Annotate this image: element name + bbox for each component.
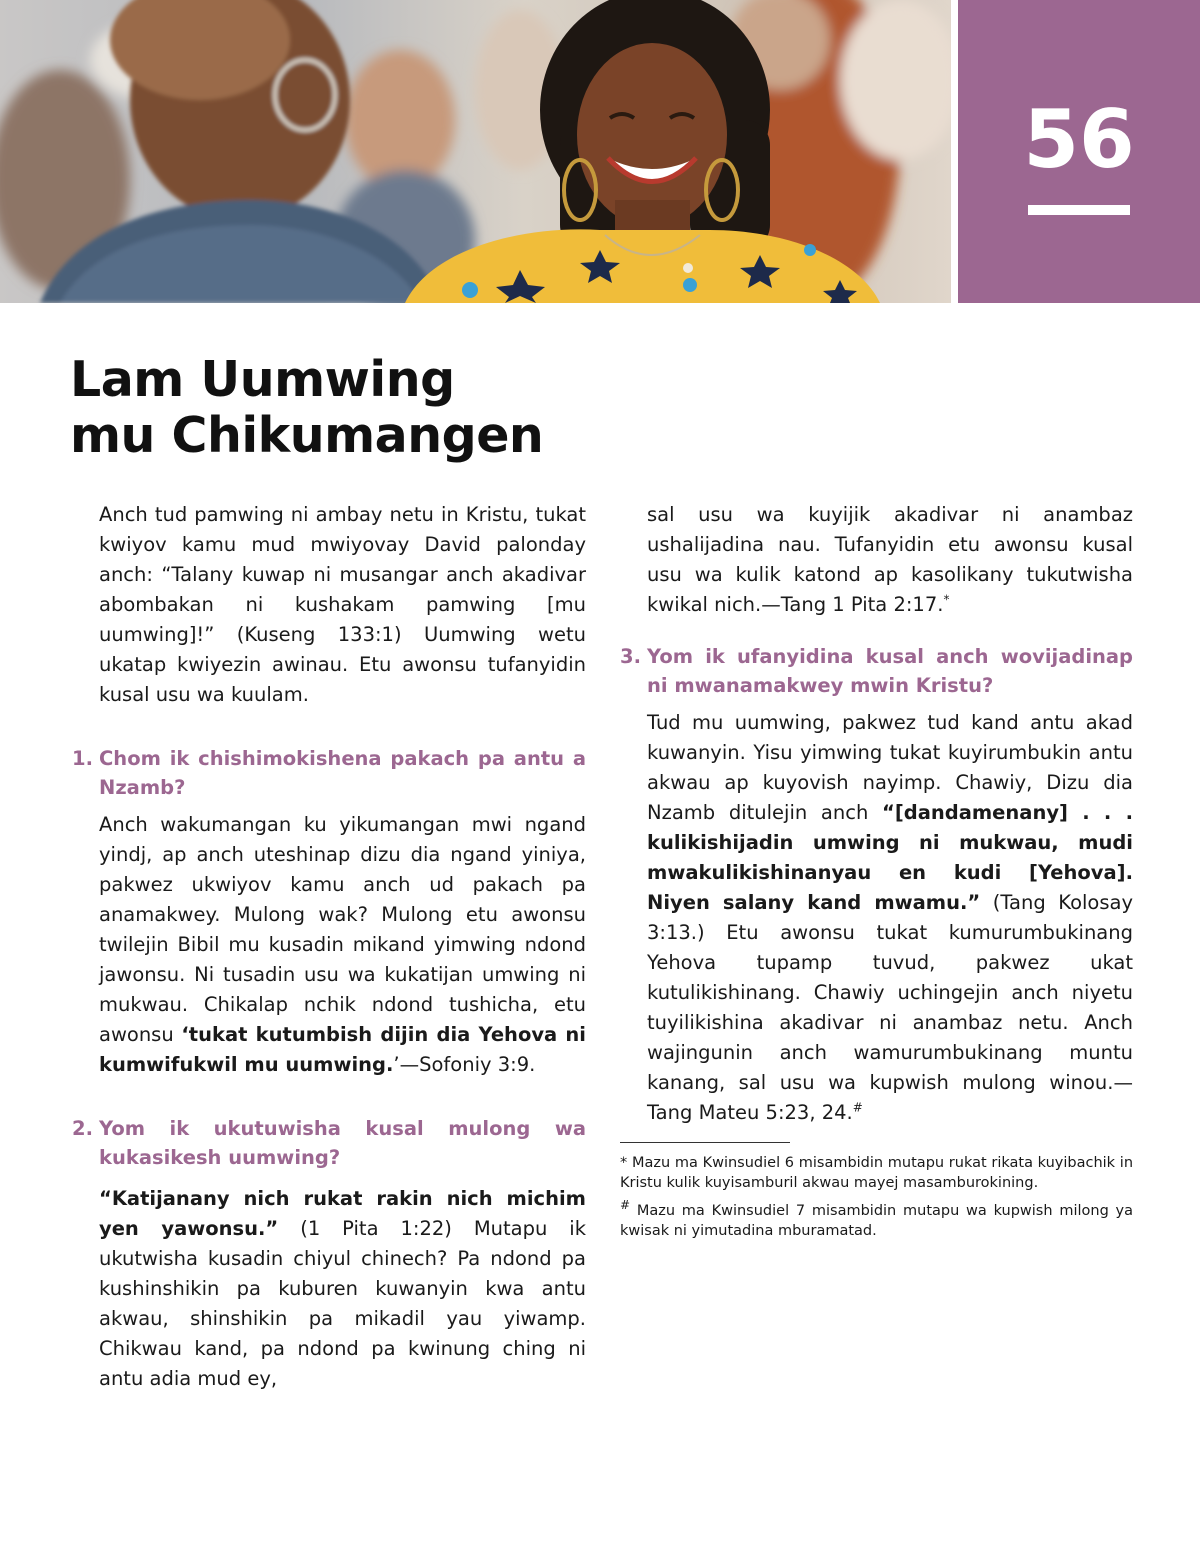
page-title (70, 352, 543, 464)
answer-2-continued (620, 500, 1133, 620)
lesson-number: 56 (1023, 93, 1135, 186)
answer-3-text-continued: (Tang Kolosay 3:13.) Etu awonsu tukat kumurumbukinang Yehova tupamp tuvud, pakwez ukat kutulikishinang. Chawiy uchingejin anch niyetu tuyilikishina akadivar ni anambaz netu. Anch wajingunin anch wamurumbukinang muntu kanang, sal usu wa kupwish mulong winou.—Tang Mateu 5:23, 24. (647, 891, 1134, 1124)
footnote-2 (620, 1198, 1134, 1241)
header-photo (0, 0, 951, 303)
right-column (620, 500, 1133, 1241)
intro-paragraph: Anch tud pamwing ni ambay netu in Kristu, tukat kwiyov kamu mud mwiyovay David palonday anch: “Talany kuwap ni musangar anch akadivar abombakan ni kushakam pamwing [mu uumwing]!” (Kuseng 133:1) Uumwing wetu ukatap kwiyezin awinau. Etu awonsu tufanyidin kusal usu wa kuulam. (99, 503, 586, 706)
lesson-badge (958, 0, 1200, 303)
question-3-number: 3. (620, 645, 641, 668)
answer-1-quote: ‘tukat kutumbish dijin dia Yehova ni kumwifukwil mu uumwing. (99, 1023, 586, 1076)
footnote-divider (620, 1142, 790, 1143)
question-3 (620, 642, 1133, 700)
footnote-1-mark: * (620, 1155, 628, 1171)
question-2-text: Yom ik ukutuwisha kusal mulong wa kukasikesh uumwing? (99, 1117, 586, 1169)
question-2-number: 2. (72, 1117, 93, 1140)
answer-2-quote: “Katijanany nich rukat rakin nich michim yen yawonsu.” (99, 1187, 586, 1240)
answer-1-reference: ’—Sofoniy 3:9. (393, 1053, 536, 1076)
left-column (72, 500, 586, 1394)
answer-2-text: (1 Pita 1:22) Mutapu ik ukutwisha kusadin chiyul chinech? Pa ndond pa kushinshikin pa kuburen kuwanyin kwa antu akwau, shinshikin pa mikadil yau yiwamp. Chikwau kand, pa ndond pa kwinung ching ni antu adia mud ey, (99, 1217, 587, 1390)
answer-3-quote: “[dandamenany] . . . kulikishijadin umwing ni mukwau, mudi mwakulikishinanyau en kudi [Yehova]. Niyen salany kand mwamu.” (647, 801, 1134, 914)
answer-1-paragraph (72, 810, 586, 1080)
footnote-1 (620, 1153, 1133, 1193)
footnote-2-text: Mazu ma Kwinsudiel 7 misambidin mutapu wa kupwish milong ya kwisak ni yimutadina mburamatad. (620, 1203, 1134, 1239)
footnote-1-text: Mazu ma Kwinsudiel 6 misambidin mutapu rukat rikata kuyibachik in Kristu kulik kuyisamburil akwau mayej masamburokining. (620, 1155, 1134, 1191)
question-3-text: Yom ik ufanyidina kusal anch wovijadinap ni mwanamakwey mwin Kristu? (647, 645, 1133, 697)
question-1-text: Chom ik chishimokishena pakach pa antu a Nzamb? (99, 747, 586, 799)
question-1 (72, 744, 586, 802)
question-1-number: 1. (72, 747, 93, 770)
footnote-ref-hash[interactable]: # (852, 1100, 863, 1115)
page-title-line2: mu Chikumangen (70, 407, 544, 464)
page-title-line1: Lam Uumwing (70, 351, 455, 408)
answer-3-paragraph (620, 708, 1133, 1128)
lesson-number-underline (1028, 205, 1130, 215)
answer-1-text: Anch wakumangan ku yikumangan mwi ngand yindj, ap anch uteshinap dizu dia ngand yiniya, pakwez ukwiyov kamu anch ud pakach pa anamakwey. Mulong wak? Mulong etu awonsu twilejin Bibil mu kusadin mikand yimwing ndond jawonsu. Ni tusadin usu wa kukatijan umwing ni mukwau. Chikalap nchik ndond tushicha, etu awonsu (99, 813, 586, 1046)
answer-2-continued-text: sal usu wa kuyijik akadivar ni anambaz ushalijadina nau. Tufanyidin etu awonsu kusal usu wa kulik katond ap kasolikany tukutwisha kwikal nich.—Tang 1 Pita 2:17. (647, 503, 1133, 616)
answer-3-text: Tud mu uumwing, pakwez tud kand antu akad kuwanyin. Yisu yimwing tukat kuyirumbukin antu akwau ap kuyovish nayimp. Chawiy, Dizu dia Nzamb ditulejin anch (647, 711, 1133, 824)
footnote-ref-star[interactable]: * (943, 592, 950, 607)
footnote-2-mark: # (620, 1198, 631, 1213)
header-photo-illustration (0, 0, 951, 303)
answer-2-paragraph (72, 1184, 586, 1394)
question-2 (72, 1114, 586, 1172)
